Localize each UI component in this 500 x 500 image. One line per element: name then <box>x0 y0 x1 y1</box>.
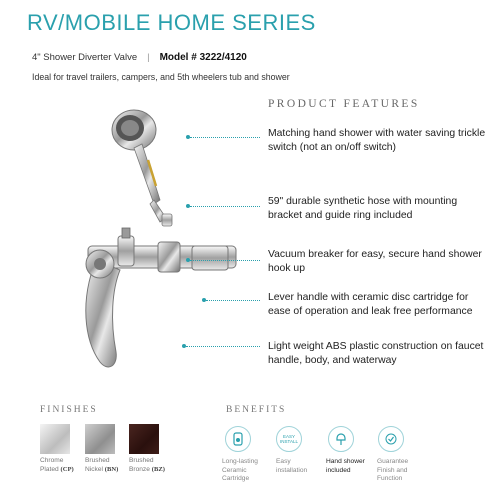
feature-item-abs-construction: Light weight ABS plastic construction on faucet handle, body, and waterway <box>268 341 484 366</box>
hand-shower-icon <box>328 426 354 452</box>
model-number: Model # 3222/4120 <box>159 52 247 63</box>
feature-item-hand-shower: Matching hand shower with water saving trickle switch (not an on/off switch) <box>268 128 486 153</box>
feature-pointer-line <box>206 300 260 301</box>
product-subline <box>32 52 247 63</box>
feature-pointer-line <box>186 346 260 347</box>
brushed-bronze-swatch <box>129 424 159 454</box>
feature-item-vacuum-breaker: Vacuum breaker for easy, secure hand shower hook up <box>268 249 482 274</box>
feature-item-lever-handle: Lever handle with ceramic disc cartridge for ease of operation and leak free performance <box>268 292 473 317</box>
hand-shower-illustration <box>112 110 172 226</box>
product-image <box>60 100 250 370</box>
benefit-label-hand-shower: Hand shower included <box>326 458 365 474</box>
feature-pointer-line <box>190 206 260 207</box>
benefit-label-guarantee: Guarantee Finish and Function <box>377 458 409 482</box>
feature-item-hose: 59" durable synthetic hose with mounting bracket and guide ring included <box>268 196 458 221</box>
product-name: 4" Shower Diverter Valve <box>32 52 138 63</box>
feature-pointer-line <box>190 137 260 138</box>
easy-install-icon: EASY INSTALL <box>276 426 302 452</box>
guarantee-icon <box>378 426 404 452</box>
product-features-heading: PRODUCT FEATURES <box>268 98 420 110</box>
brushed-nickel-swatch <box>85 424 115 454</box>
finish-label-bronze: Brushed Bronze (BZ) <box>129 457 165 473</box>
ideal-for-text: Ideal for travel trailers, campers, and 5th wheelers tub and shower <box>32 72 290 82</box>
separator: | <box>147 52 150 63</box>
page-title: RV/MOBILE HOME SERIES <box>27 10 316 35</box>
benefit-label-easy-install: Easy installation <box>276 458 308 474</box>
finish-label-chrome: Chrome Plated (CP) <box>40 457 74 473</box>
benefit-label-cartridge: Long-lasting Ceramic Cartridge <box>222 458 258 482</box>
benefits-heading: BENEFITS <box>226 405 287 415</box>
finish-label-nickel: Brushed Nickel (BN) <box>85 457 119 473</box>
finishes-heading: FINISHES <box>40 405 98 415</box>
feature-pointer-line <box>190 260 260 261</box>
chrome-swatch <box>40 424 70 454</box>
cartridge-icon <box>225 426 251 452</box>
